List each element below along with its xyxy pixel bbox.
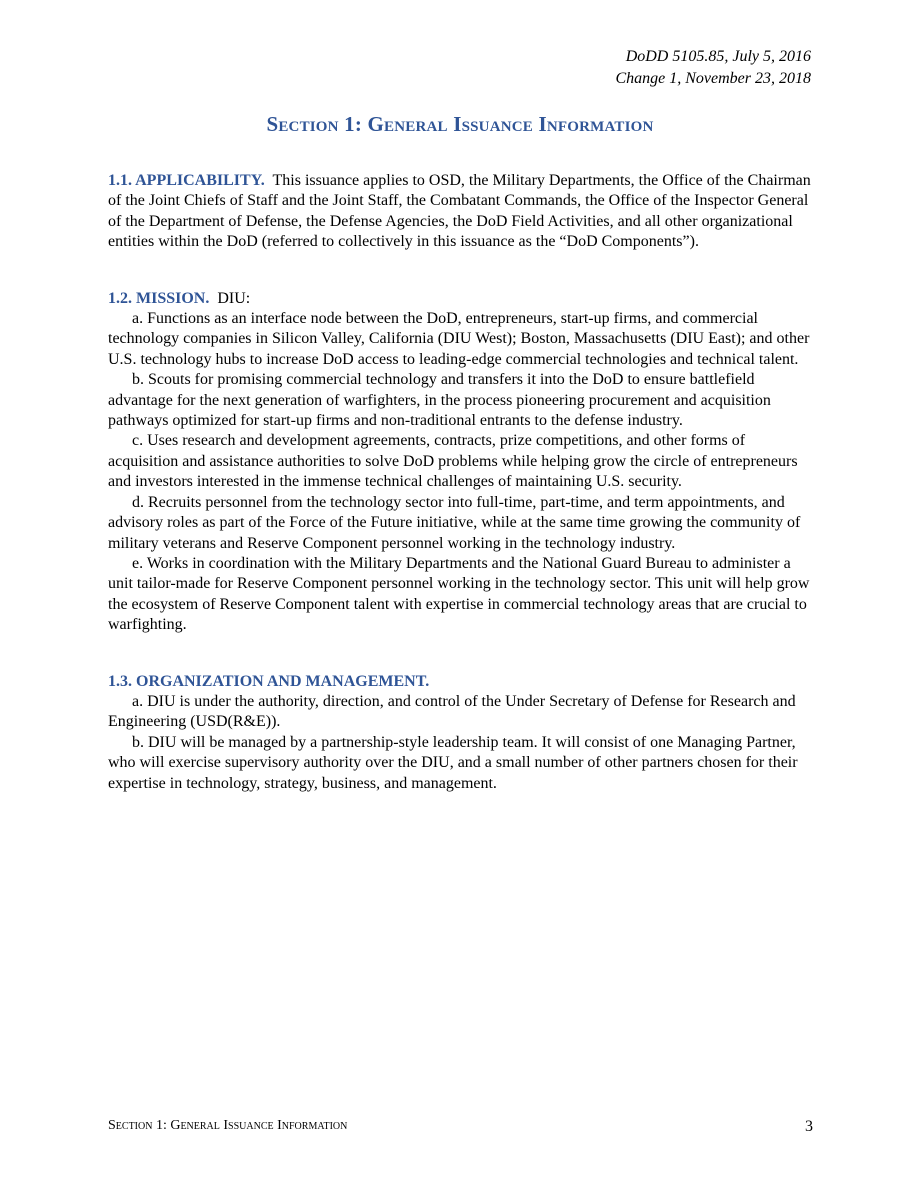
- page-footer: [108, 1118, 813, 1136]
- section-title: Section 1: General Issuance Information: [266, 112, 654, 136]
- doc-reference: DoDD 5105.85, July 5, 2016: [625, 48, 811, 65]
- doc-change: Change 1, November 23, 2018: [615, 70, 811, 87]
- mission-item-b: b. Scouts for promising commercial technology and transfers it into the DoD to ensure battlefield advantage for the next generation of warfighters, in the process pioneering procurement and acquisition pathways optimized for start-up firms and non-traditional entrants to the defense industry.: [108, 371, 771, 430]
- heading-mission: 1.2. MISSION.: [108, 289, 210, 307]
- applicability-text: This issuance applies to OSD, the Military Departments, the Office of the Chairman of the Joint Chiefs of Staff and the Joint Staff, the Combatant Commands, the Office of the Inspector General of the Department of Defense, the Defense Agencies, the DoD Field Activities, and all other organizational entities within the DoD (referred to collectively in this issuance as the “DoD Components”).: [108, 172, 811, 251]
- mission-item-a: a. Functions as an interface node between the DoD, entrepreneurs, start-up firms, and commercial technology companies in Silicon Valley, California (DIU West); Boston, Massachusetts (DIU East); and other U.S. technology hubs to increase DoD access to leading-edge commercial technologies and technical talent.: [108, 310, 810, 368]
- heading-organization: 1.3. ORGANIZATION AND MANAGEMENT.: [108, 672, 430, 690]
- mission-item-d: d. Recruits personnel from the technology sector into full-time, part-time, and term appointments, and advisory roles as part of the Force of the Future initiative, while at the same time growing the community of military veterans and Reserve Component personnel working in the technology industry.: [108, 493, 801, 552]
- mission-item-c: c. Uses research and development agreements, contracts, prize competitions, and other forms of acquisition and assistance authorities to solve DoD problems while helping grow the circle of entrepreneurs and investors interested in the immense technical challenges of maintaining U.S. security.: [108, 432, 798, 491]
- paragraph-1-3: [108, 672, 813, 692]
- footer-section-title: Section 1: General Issuance Information: [108, 1118, 348, 1133]
- document-body: [108, 171, 813, 794]
- org-item-a: a. DIU is under the authority, direction, and control of the Under Secretary of Defense for Research and Engineering (USD(R&E)).: [108, 692, 796, 731]
- org-item-b: b. DIU will be managed by a partnership-style leadership team. It will consist of one Managing Partner, who will exercise supervisory authority over the DIU, and a small number of other partners chosen for their expertise in technology, strategy, business, and management.: [108, 733, 798, 792]
- mission-item-e: e. Works in coordination with the Military Departments and the National Guard Bureau to administer a unit tailor-made for Reserve Component personnel working in the technology sector. This unit will help grow the ecosystem of Reserve Component talent with expertise in commercial technology areas that are crucial to warfighting.: [108, 554, 810, 634]
- page-number: 3: [805, 1118, 813, 1135]
- heading-applicability: 1.1. APPLICABILITY.: [108, 172, 265, 189]
- paragraph-1-1: [108, 171, 813, 253]
- document-header: [615, 46, 811, 90]
- mission-intro: DIU:: [217, 289, 251, 307]
- paragraph-1-2: [108, 289, 813, 309]
